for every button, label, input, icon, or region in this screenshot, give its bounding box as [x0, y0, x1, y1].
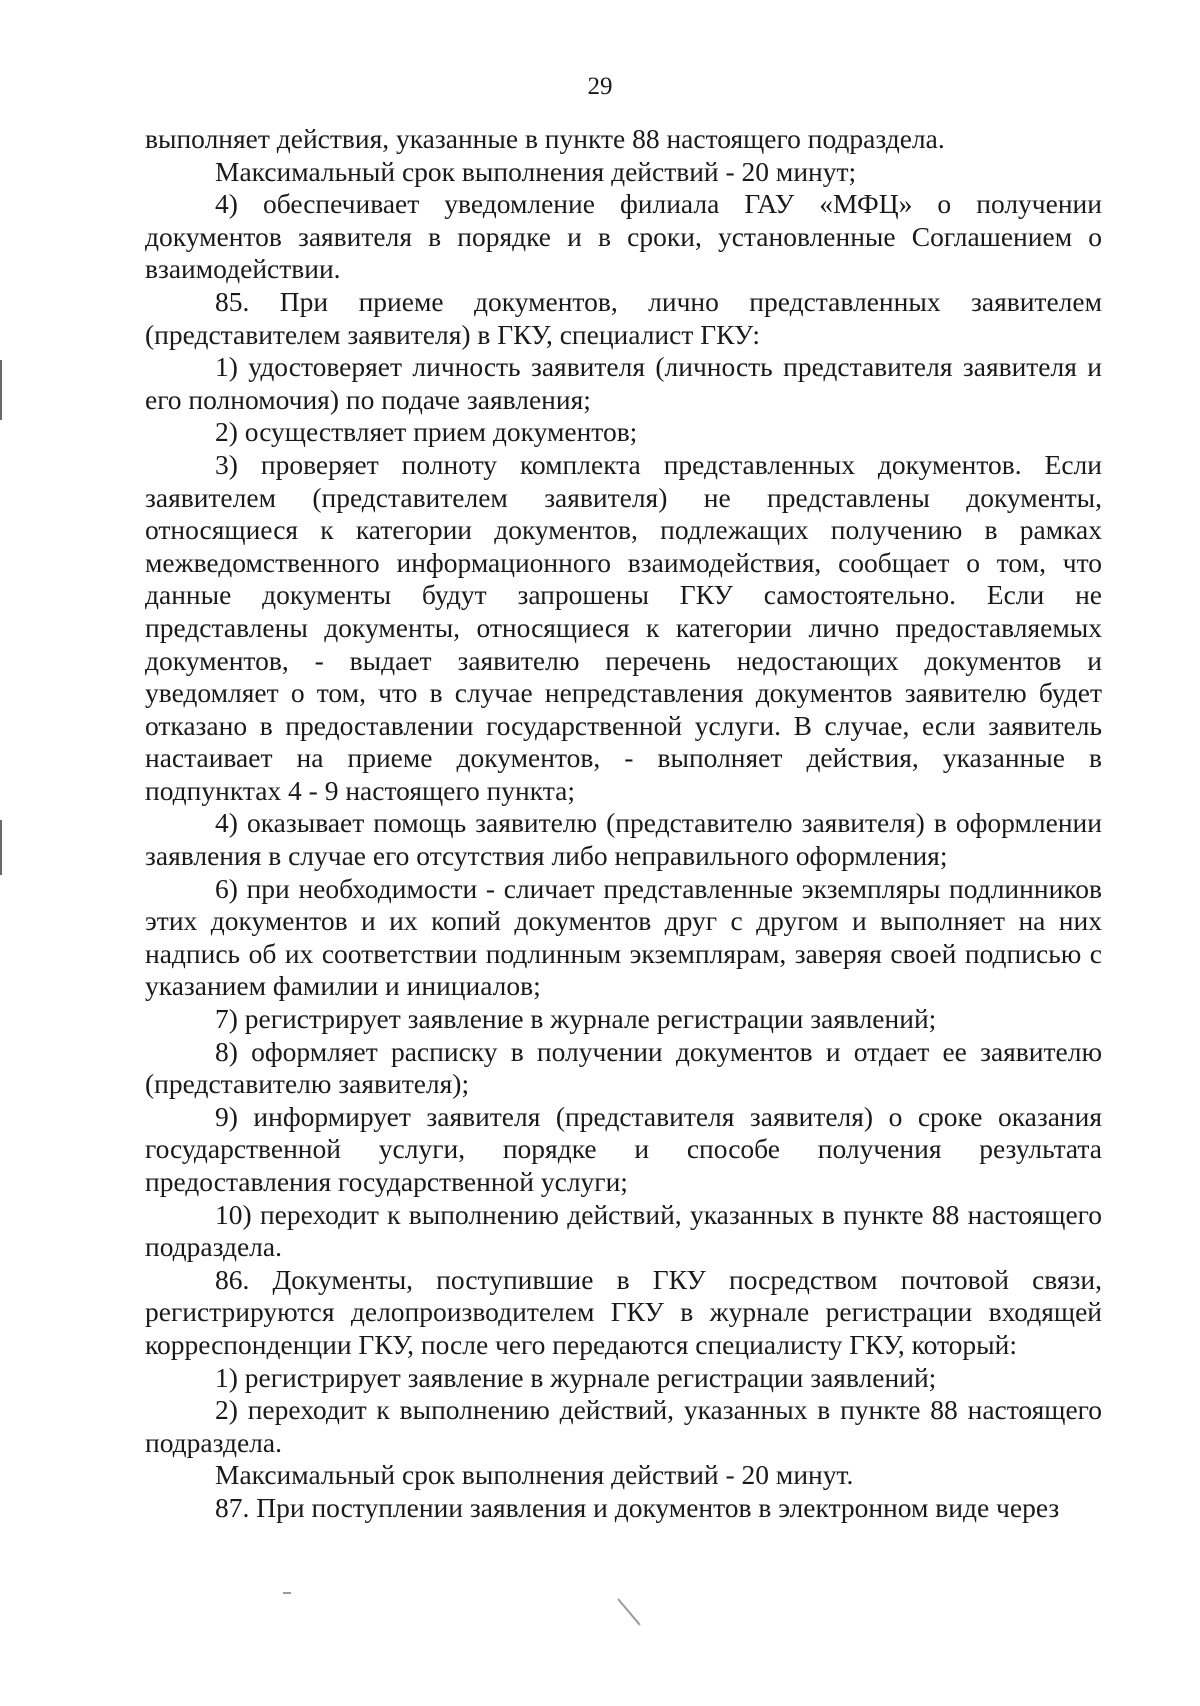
page-number: 29 [587, 73, 613, 100]
paragraph: 2) осуществляет прием документов; [215, 416, 638, 448]
paragraph: 3) проверяет полноту комплекта представленных документов. Если заявителем (представителем заявителя) не представлены документы, относящиеся к категории документов, подлежащих получению в рамках межведомственного информационного взаимодействия, сообщает о том, что данные документы будут запрошены ГКУ самостоятельно. Если не представлены документы, относящиеся к категории лично предоставляемых документов, - выдает заявителю перечень недостающих документов и уведомляет о том, что в случае непредставления документов заявителю будет отказано в предоставлении государственной услуги. В случае, если заявитель настаивает на приеме документов, - выполняет действия, указанные в подпунктах 4 - 9 настоящего пункта; [145, 448, 1102, 806]
paragraph: 4) обеспечивает уведомление филиала ГАУ «МФЦ» о получении документов заявителя в порядке и в сроки, установленные Соглашением о взаимодействии. [145, 188, 1102, 285]
scan-edge-mark [0, 360, 2, 420]
paragraph: 87. При поступлении заявления и документов в электронном виде через [215, 1491, 1060, 1523]
paragraph: 10) переходит к выполнению действий, указанных в пункте 88 настоящего подраздела. [145, 1198, 1102, 1263]
paragraph: 7) регистрирует заявление в журнале регистрации заявлений; [215, 1003, 937, 1035]
paragraph: выполняет действия, указанные в пункте 88 настоящего подраздела. [145, 123, 945, 154]
paragraph: 6) при необходимости - сличает представленные экземпляры подлинников этих документов и их копий документов друг с другом и выполняет на них надпись об их соответствии подлинным экземплярам, заверяя своей подписью с указанием фамилии и инициалов; [145, 872, 1102, 1002]
paragraph: 1) удостоверяет личность заявителя (личность представителя заявителя и его полномочия) по подаче заявления; [145, 351, 1102, 415]
scan-edge-mark [0, 820, 2, 875]
paragraph: 1) регистрирует заявление в журнале регистрации заявлений; [215, 1361, 937, 1393]
paragraph: 85. При приеме документов, лично представленных заявителем (представителем заявителя) в ГКУ, специалист ГКУ: [145, 285, 1102, 350]
paragraph: 4) оказывает помощь заявителю (представителю заявителя) в оформлении заявления в случае его отсутствия либо неправильного оформления; [145, 807, 1102, 872]
paragraph: 9) информирует заявителя (представителя заявителя) о сроке оказания государственной услуги, порядке и способе получения результата предоставления государственной услуги; [145, 1100, 1102, 1197]
paragraph: 86. Документы, поступившие в ГКУ посредством почтовой связи, регистрируются делопроизводителем ГКУ в журнале регистрации входящей корреспонденции ГКУ, после чего передаются специалисту ГКУ, который: [145, 1263, 1102, 1360]
paragraph: Максимальный срок выполнения действий - 20 минут; [215, 155, 857, 187]
document-body [145, 123, 1102, 1525]
scan-speck [617, 1598, 640, 1625]
paragraph: Максимальный срок выполнения действий - 20 минут. [215, 1459, 854, 1491]
paragraph: 2) переходит к выполнению действий, указанных в пункте 88 настоящего подраздела. [145, 1394, 1102, 1458]
scan-speck [283, 1592, 291, 1594]
paragraph: 8) оформляет расписку в получении документов и отдает ее заявителю (представителю заявителя); [145, 1035, 1102, 1100]
